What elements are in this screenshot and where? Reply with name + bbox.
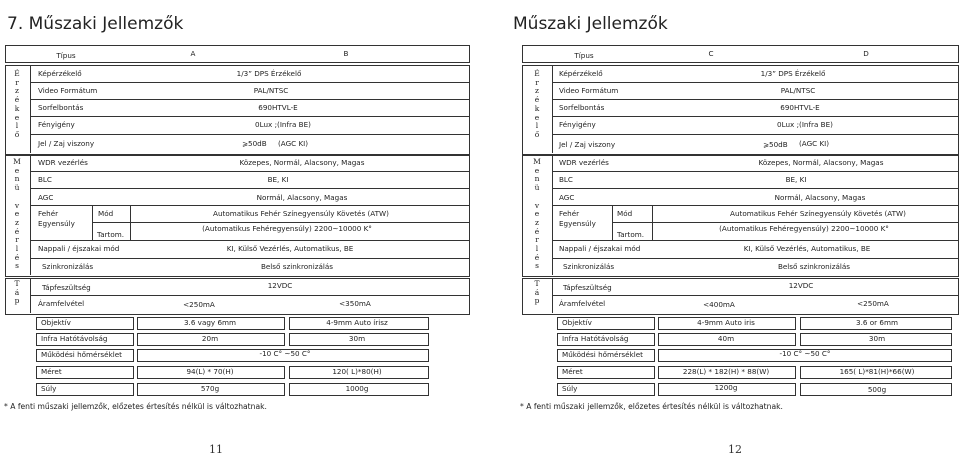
agc-value: Normál, Alacsony, Magas bbox=[256, 193, 348, 202]
lens-a-value: 3.6 vagy 6mm bbox=[183, 318, 237, 327]
page-title: 7. Műszaki Jellemzők bbox=[7, 14, 184, 34]
blc-value: BE, KI bbox=[785, 175, 807, 184]
weight-a-value: 570g bbox=[200, 384, 220, 393]
weight-label: Súly bbox=[562, 384, 578, 393]
page-number: 12 bbox=[728, 443, 742, 456]
lux-value: 0Lux ;(Infra BE) bbox=[777, 120, 833, 129]
current-b-value: <350mA bbox=[339, 299, 371, 308]
ir-label: Infra Hatótávolság bbox=[41, 334, 108, 343]
temp-value: -10 C° ~50 C° bbox=[259, 349, 311, 358]
weight-d-value: 500g bbox=[867, 385, 887, 394]
right-page bbox=[480, 0, 960, 459]
sensor-value: 1/3” DPS Érzékelő bbox=[236, 69, 302, 78]
page-number: 11 bbox=[209, 443, 223, 456]
ir-d-value: 30m bbox=[868, 334, 886, 343]
wb-label-2: Egyensúly bbox=[559, 219, 596, 228]
footnote: * A fenti műszaki jellemzők, előzetes értesítés nélkül is változhatnak. bbox=[4, 402, 267, 411]
sensor-label: Képérzékelő bbox=[38, 69, 82, 78]
video-label: Video Formátum bbox=[559, 86, 619, 95]
psu-value: 12VDC bbox=[267, 281, 293, 290]
current-label: Áramfelvétel bbox=[559, 299, 606, 308]
power-group-label: T á p bbox=[14, 279, 20, 306]
column-c-header: C bbox=[708, 49, 714, 58]
column-a-header: A bbox=[190, 49, 196, 58]
ir-a-value: 20m bbox=[201, 334, 219, 343]
wb-range-label: Tartom. bbox=[97, 230, 125, 239]
video-value: PAL/NTSC bbox=[780, 86, 816, 95]
sync-value: Belső szinkronizálás bbox=[777, 262, 851, 271]
column-d-header: D bbox=[863, 49, 869, 58]
wdr-value: Közepes, Normál, Alacsony, Magas bbox=[239, 158, 365, 167]
day-night-label: Nappali / éjszakai mód bbox=[559, 244, 641, 253]
footnote: * A fenti műszaki jellemzők, előzetes értesítés nélkül is változhatnak. bbox=[520, 402, 783, 411]
menu-group-label: M e n ü v e z é r l é s bbox=[533, 157, 541, 271]
lens-b-value: 4-9mm Auto írisz bbox=[326, 318, 388, 327]
sn-value: ⩾50dB bbox=[763, 140, 788, 149]
size-c-value: 228(L) * 182(H) * 88(W) bbox=[682, 367, 770, 376]
sn-label: Jel / Zaj viszony bbox=[559, 140, 616, 149]
current-c-value: <400mA bbox=[703, 300, 735, 309]
lux-value: 0Lux ;(Infra BE) bbox=[255, 120, 311, 129]
sync-label: Szinkronizálás bbox=[563, 262, 615, 271]
current-a-value: <250mA bbox=[183, 300, 215, 309]
video-label: Video Formátum bbox=[38, 86, 98, 95]
sensor-group-label: É r z é k e l ő bbox=[534, 69, 540, 139]
lux-label: Fényigény bbox=[559, 120, 596, 129]
blc-value: BE, KI bbox=[267, 175, 289, 184]
sn-label: Jel / Zaj viszony bbox=[38, 139, 95, 148]
day-night-label: Nappali / éjszakai mód bbox=[38, 244, 120, 253]
type-header: Típus bbox=[574, 51, 594, 60]
sync-value: Belső szinkronizálás bbox=[260, 262, 334, 271]
sensor-label: Képérzékelő bbox=[559, 69, 603, 78]
wb-label-2: Egyensúly bbox=[38, 219, 75, 228]
ir-label: Infra Hatótávolság bbox=[562, 334, 629, 343]
wdr-label: WDR vezérlés bbox=[559, 158, 609, 167]
wb-range-value: (Automatikus Fehéregyensúly) 2200~10000 K° bbox=[202, 224, 372, 233]
column-b-header: B bbox=[343, 49, 349, 58]
wb-range-label: Tartom. bbox=[617, 230, 645, 239]
sn-value: ⩾50dB bbox=[242, 139, 267, 148]
temp-label: Működési hőmérséklet bbox=[41, 350, 122, 359]
page-title: Műszaki Jellemzők bbox=[513, 14, 668, 34]
wb-mode-label: Mód bbox=[98, 209, 114, 218]
wb-label-1: Fehér bbox=[559, 209, 580, 218]
psu-label: Tápfeszültség bbox=[563, 283, 612, 292]
ir-b-value: 30m bbox=[348, 334, 366, 343]
wb-range-value: (Automatikus Fehéregyensúly) 2200~10000 K° bbox=[719, 224, 889, 233]
lens-label: Objektív bbox=[562, 318, 592, 327]
day-night-value: KI, Külső Vezérlés, Automatikus, BE bbox=[226, 244, 354, 253]
wb-label-1: Fehér bbox=[38, 209, 59, 218]
resolution-label: Sorfelbontás bbox=[38, 103, 84, 112]
weight-b-value: 1000g bbox=[345, 384, 369, 393]
resolution-value: 690HTVL-E bbox=[258, 103, 298, 112]
blc-label: BLC bbox=[559, 175, 573, 184]
sn-extra: (AGC KI) bbox=[278, 139, 309, 148]
weight-label: Súly bbox=[41, 384, 57, 393]
sensor-group-label: É r z é k e l ő bbox=[14, 69, 20, 139]
current-d-value: <250mA bbox=[857, 299, 889, 308]
day-night-value: KI, Külső Vezérlés, Automatikus, BE bbox=[743, 244, 871, 253]
power-group-label: T á p bbox=[534, 279, 540, 306]
current-label: Áramfelvétel bbox=[38, 299, 85, 308]
temp-value: -10 C° ~50 C° bbox=[779, 349, 831, 358]
psu-value: 12VDC bbox=[788, 281, 814, 290]
wb-mode-value: Automatikus Fehér Színegyensúly Követés (ATW) bbox=[213, 209, 389, 218]
ir-c-value: 40m bbox=[717, 334, 735, 343]
type-header: Típus bbox=[56, 51, 76, 60]
wb-mode-label: Mód bbox=[617, 209, 633, 218]
sn-extra: (AGC KI) bbox=[799, 139, 830, 148]
weight-c-value: 1200g bbox=[714, 383, 738, 392]
size-label: Méret bbox=[562, 367, 583, 376]
agc-value: Normál, Alacsony, Magas bbox=[774, 193, 866, 202]
wb-mode-value: Automatikus Fehér Színegyensúly Követés (ATW) bbox=[730, 209, 906, 218]
size-label: Méret bbox=[41, 367, 62, 376]
size-d-value: 165( L)*81(H)*66(W) bbox=[839, 367, 915, 376]
menu-group-label: M e n ü v e z é r l é s bbox=[13, 157, 21, 271]
sensor-value: 1/3” DPS Érzékelő bbox=[760, 69, 826, 78]
lens-label: Objektív bbox=[41, 318, 71, 327]
sync-label: Szinkronizálás bbox=[42, 262, 94, 271]
wdr-label: WDR vezérlés bbox=[38, 158, 88, 167]
size-b-value: 120( L)*80(H) bbox=[332, 367, 382, 376]
blc-label: BLC bbox=[38, 175, 52, 184]
temp-label: Működési hőmérséklet bbox=[562, 350, 643, 359]
agc-label: AGC bbox=[38, 193, 54, 202]
size-a-value: 94(L) * 70(H) bbox=[186, 367, 234, 376]
video-value: PAL/NTSC bbox=[253, 86, 289, 95]
wdr-value: Közepes, Normál, Alacsony, Magas bbox=[758, 158, 884, 167]
resolution-value: 690HTVL-E bbox=[780, 103, 820, 112]
resolution-label: Sorfelbontás bbox=[559, 103, 605, 112]
lens-d-value: 3.6 or 6mm bbox=[856, 318, 898, 327]
lens-c-value: 4-9mm Auto iris bbox=[697, 318, 755, 327]
agc-label: AGC bbox=[559, 193, 575, 202]
lux-label: Fényigény bbox=[38, 120, 75, 129]
psu-label: Tápfeszültség bbox=[42, 283, 91, 292]
